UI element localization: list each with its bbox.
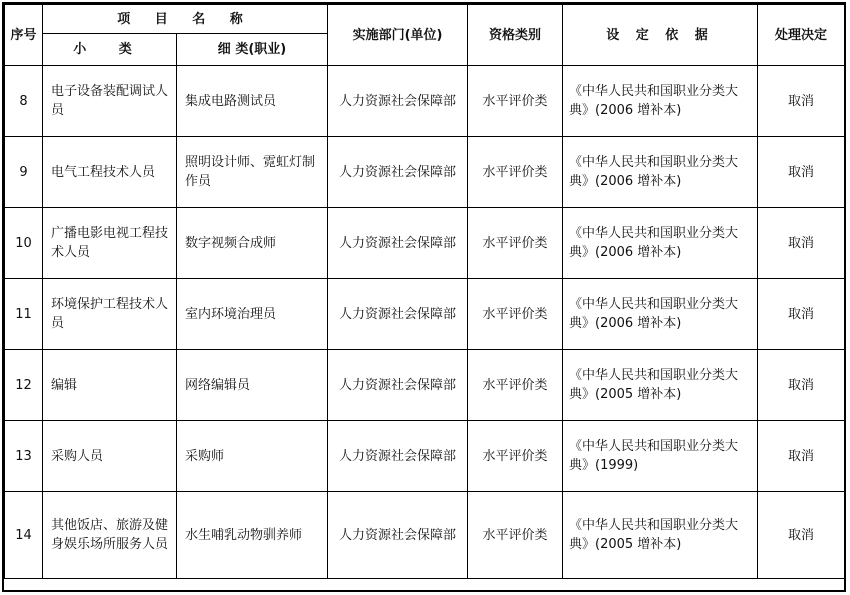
row-seq: 9: [5, 137, 43, 208]
header-detail-category: 细 类(职业): [177, 34, 328, 66]
row-dept: 人力资源社会保障部: [328, 208, 468, 279]
row-basis: 《中华人民共和国职业分类大典》(2006 增补本): [563, 137, 758, 208]
row-small-category: 电气工程技术人员: [43, 137, 177, 208]
row-seq: 12: [5, 350, 43, 421]
row-small-category: 编辑: [43, 350, 177, 421]
row-decision: 取消: [758, 279, 845, 350]
row-basis: 《中华人民共和国职业分类大典》(2006 增补本): [563, 66, 758, 137]
row-qualification: 水平评价类: [468, 137, 563, 208]
row-small-category: 环境保护工程技术人员: [43, 279, 177, 350]
row-seq: 14: [5, 492, 43, 579]
row-dept: 人力资源社会保障部: [328, 66, 468, 137]
row-basis: 《中华人民共和国职业分类大典》(2005 增补本): [563, 492, 758, 579]
table-row: [5, 66, 845, 137]
table-row: [5, 492, 845, 579]
table-body: [5, 66, 845, 579]
row-small-category: 广播电影电视工程技术人员: [43, 208, 177, 279]
row-basis: 《中华人民共和国职业分类大典》(2006 增补本): [563, 208, 758, 279]
row-detail-category: 室内环境治理员: [177, 279, 328, 350]
row-dept: 人力资源社会保障部: [328, 350, 468, 421]
row-basis: 《中华人民共和国职业分类大典》(2006 增补本): [563, 279, 758, 350]
header-decision: 处理决定: [758, 5, 845, 66]
row-detail-category: 数字视频合成师: [177, 208, 328, 279]
table-header: [5, 5, 845, 66]
table-row: [5, 137, 845, 208]
row-dept: 人力资源社会保障部: [328, 137, 468, 208]
row-qualification: 水平评价类: [468, 350, 563, 421]
row-small-category: 其他饭店、旅游及健身娱乐场所服务人员: [43, 492, 177, 579]
header-qualification: 资格类别: [468, 5, 563, 66]
row-detail-category: 网络编辑员: [177, 350, 328, 421]
header-small-category: 小 类: [43, 34, 177, 66]
row-qualification: 水平评价类: [468, 208, 563, 279]
document-page: [2, 2, 846, 592]
row-seq: 8: [5, 66, 43, 137]
header-item-name: 项 目 名 称: [43, 5, 328, 34]
row-seq: 10: [5, 208, 43, 279]
header-seq: 序号: [5, 5, 43, 66]
table-row: [5, 208, 845, 279]
table-row: [5, 350, 845, 421]
row-dept: 人力资源社会保障部: [328, 492, 468, 579]
row-qualification: 水平评价类: [468, 279, 563, 350]
row-qualification: 水平评价类: [468, 492, 563, 579]
row-small-category: 电子设备装配调试人员: [43, 66, 177, 137]
row-decision: 取消: [758, 492, 845, 579]
row-detail-category: 集成电路测试员: [177, 66, 328, 137]
row-dept: 人力资源社会保障部: [328, 279, 468, 350]
row-qualification: 水平评价类: [468, 421, 563, 492]
row-decision: 取消: [758, 421, 845, 492]
row-decision: 取消: [758, 208, 845, 279]
row-dept: 人力资源社会保障部: [328, 421, 468, 492]
row-seq: 13: [5, 421, 43, 492]
table-row: [5, 421, 845, 492]
table-row: [5, 279, 845, 350]
qualification-table: [4, 4, 845, 579]
row-basis: 《中华人民共和国职业分类大典》(1999): [563, 421, 758, 492]
header-dept: 实施部门(单位): [328, 5, 468, 66]
row-small-category: 采购人员: [43, 421, 177, 492]
row-detail-category: 水生哺乳动物驯养师: [177, 492, 328, 579]
row-decision: 取消: [758, 66, 845, 137]
row-seq: 11: [5, 279, 43, 350]
row-decision: 取消: [758, 350, 845, 421]
row-basis: 《中华人民共和国职业分类大典》(2005 增补本): [563, 350, 758, 421]
row-detail-category: 照明设计师、霓虹灯制作员: [177, 137, 328, 208]
row-detail-category: 采购师: [177, 421, 328, 492]
row-decision: 取消: [758, 137, 845, 208]
header-basis: 设 定 依 据: [563, 5, 758, 66]
row-qualification: 水平评价类: [468, 66, 563, 137]
